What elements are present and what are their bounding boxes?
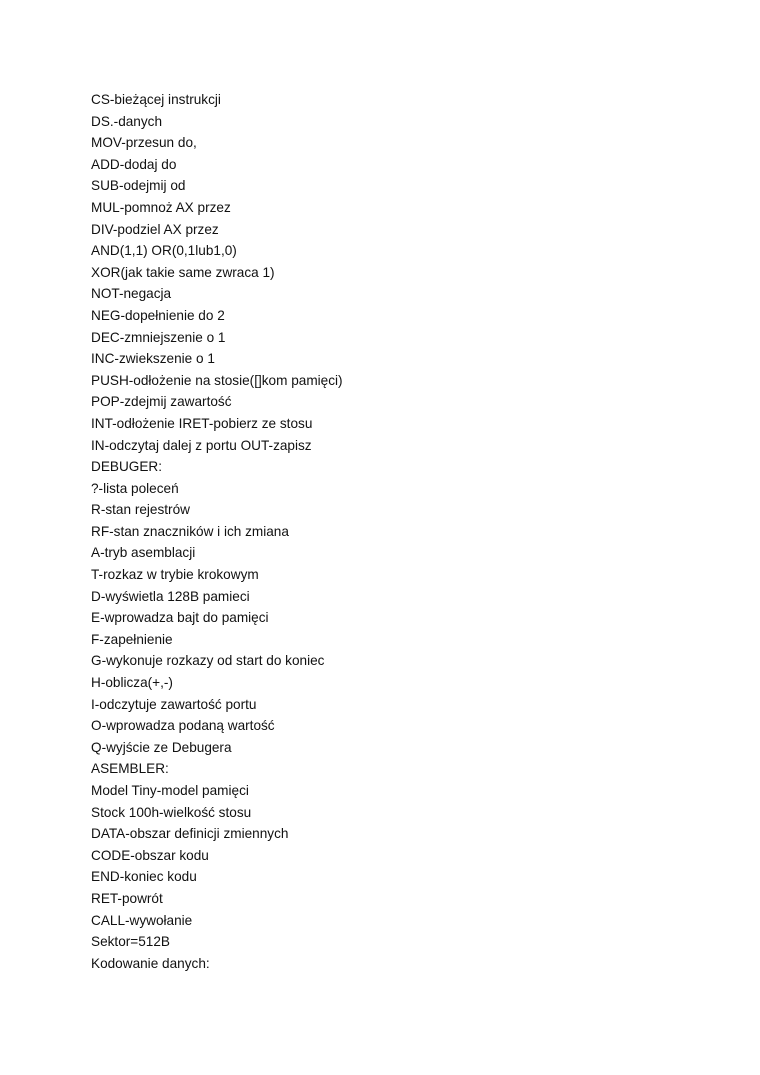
text-line: RF-stan znaczników i ich zmiana <box>91 523 289 539</box>
text-line: AND(1,1) OR(0,1lub1,0) <box>91 243 237 259</box>
text-line: Stock 100h-wielkość stosu <box>91 804 252 820</box>
text-line: INT-odłożenie IRET-pobierz ze stosu <box>91 415 313 431</box>
text-line: Sektor=512B <box>91 934 170 950</box>
text-line: POP-zdejmij zawartość <box>91 394 232 410</box>
text-line: Kodowanie danych: <box>91 955 210 971</box>
text-line: DS.-danych <box>91 113 163 129</box>
text-line: ADD-dodaj do <box>91 156 177 172</box>
text-line: R-stan rejestrów <box>91 502 190 518</box>
text-line: XOR(jak takie same zwraca 1) <box>91 264 275 280</box>
text-line: O-wprowadza podaną wartość <box>91 718 275 734</box>
text-line: RET-powrót <box>91 890 163 906</box>
text-line: PUSH-odłożenie na stosie([]kom pamięci) <box>91 372 343 388</box>
text-line: CS-bieżącej instrukcji <box>91 92 221 107</box>
text-line: IN-odczytaj dalej z portu OUT-zapisz <box>91 437 312 453</box>
text-line: H-oblicza(+,-) <box>91 675 173 691</box>
text-line: A-tryb asemblacji <box>91 545 196 561</box>
text-line: I-odczytuje zawartość portu <box>91 696 257 712</box>
text-line: END-koniec kodu <box>91 869 197 885</box>
text-lines <box>91 89 343 974</box>
section-heading-debuger: DEBUGER: <box>91 459 163 475</box>
text-line: Q-wyjście ze Debugera <box>91 739 232 755</box>
text-line: G-wykonuje rozkazy od start do koniec <box>91 653 325 669</box>
section-heading-asembler: ASEMBLER: <box>91 761 169 777</box>
text-line: DATA-obszar definicji zmiennych <box>91 826 289 842</box>
text-line: MOV-przesun do, <box>91 135 197 151</box>
text-line: ?-lista poleceń <box>91 480 179 496</box>
text-line: CALL-wywołanie <box>91 912 193 928</box>
text-line: D-wyświetla 128B pamieci <box>91 588 250 604</box>
text-line: INC-zwiekszenie o 1 <box>91 351 215 367</box>
text-line: SUB-odejmij od <box>91 178 186 194</box>
text-line: NEG-dopełnienie do 2 <box>91 307 225 323</box>
text-line: E-wprowadza bajt do pamięci <box>91 610 269 626</box>
text-line: MUL-pomnoż AX przez <box>91 199 231 215</box>
text-line: DEC-zmniejszenie o 1 <box>91 329 226 345</box>
text-line: NOT-negacja <box>91 286 172 302</box>
text-line: T-rozkaz w trybie krokowym <box>91 567 259 583</box>
text-line: Model Tiny-model pamięci <box>91 783 249 798</box>
text-line: CODE-obszar kodu <box>91 847 209 863</box>
text-line: DIV-podziel AX przez <box>91 221 219 237</box>
text-line: F-zapełnienie <box>91 631 173 647</box>
